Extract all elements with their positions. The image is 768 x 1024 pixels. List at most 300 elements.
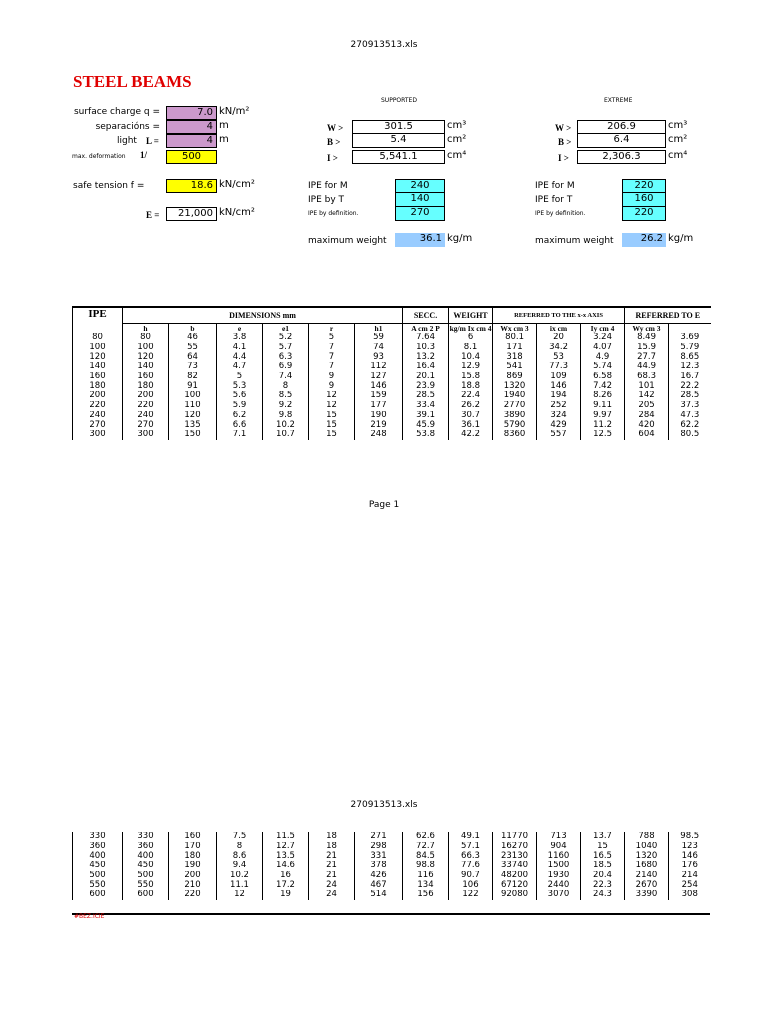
table-cell: 220 xyxy=(123,401,169,411)
table-cell: 140 xyxy=(73,362,123,372)
table-cell: 8 xyxy=(217,842,263,852)
table-cell: 7.5 xyxy=(217,832,263,842)
table-cell: 20.1 xyxy=(403,372,449,382)
table-cell: 18 xyxy=(309,832,355,842)
table-cell: 1940 xyxy=(493,391,537,401)
table-cell: 3390 xyxy=(625,890,669,900)
page-number: Page 1 xyxy=(368,500,400,510)
table-cell: 6.6 xyxy=(217,420,263,430)
supported-ipe-def-value: 270 xyxy=(395,207,445,221)
table-cell: 550 xyxy=(73,880,123,890)
table-cell: 10.7 xyxy=(263,430,309,440)
table-row xyxy=(73,871,711,881)
table-cell: 23.9 xyxy=(403,381,449,391)
table-cell: 11.1 xyxy=(217,880,263,890)
table-cell: 123 xyxy=(669,842,711,852)
table-cell: 500 xyxy=(73,871,123,881)
extreme-ipe-m-label: IPE for M xyxy=(535,181,575,191)
table-subheader-cell: A cm 2 P xyxy=(403,323,449,333)
table-cell: 100 xyxy=(169,391,217,401)
table-cell: 324 xyxy=(537,411,581,421)
extreme-ipe-t-value: 160 xyxy=(622,193,666,207)
table-cell: 420 xyxy=(625,420,669,430)
table-cell: 200 xyxy=(73,391,123,401)
table-cell: 378 xyxy=(355,861,403,871)
table-cell: 194 xyxy=(537,391,581,401)
table-cell: 7.1 xyxy=(217,430,263,440)
table-cell: 248 xyxy=(355,430,403,440)
table-cell: 176 xyxy=(669,861,711,871)
table-cell: 5790 xyxy=(493,420,537,430)
table-cell: 4.7 xyxy=(217,362,263,372)
table-row xyxy=(73,372,711,382)
supported-I-label: I > xyxy=(327,153,338,163)
table-cell: 8.65 xyxy=(669,352,711,362)
table-cell: 7.42 xyxy=(581,381,625,391)
table-cell: 600 xyxy=(73,890,123,900)
table-cell: 200 xyxy=(123,391,169,401)
table-cell: 120 xyxy=(73,352,123,362)
table-cell: 82 xyxy=(169,372,217,382)
table-subheader-cell: h1 xyxy=(355,323,403,333)
table-cell: 73 xyxy=(169,362,217,372)
supported-B-unit: cm² xyxy=(447,134,467,145)
table-cell: 6.2 xyxy=(217,411,263,421)
table-cell: 146 xyxy=(355,381,403,391)
table-cell: 12 xyxy=(309,401,355,411)
table-cell: 59 xyxy=(355,333,403,343)
table-cell: 112 xyxy=(355,362,403,372)
table-cell: 3070 xyxy=(537,890,581,900)
table-cell: 426 xyxy=(355,871,403,881)
table-cell: 15 xyxy=(309,411,355,421)
table-cell: 10.3 xyxy=(403,343,449,353)
col-xx-axis-header: REFERRED TO THE x-x AXIS xyxy=(493,307,625,323)
table-cell: 11.5 xyxy=(263,832,309,842)
table-cell: 240 xyxy=(73,411,123,421)
table-cell: 500 xyxy=(123,871,169,881)
table-cell: 180 xyxy=(169,851,217,861)
table-cell: 450 xyxy=(123,861,169,871)
table-cell: 177 xyxy=(355,401,403,411)
table-cell: 331 xyxy=(355,851,403,861)
table-cell: 4.9 xyxy=(581,352,625,362)
col-weight-header: WEIGHT xyxy=(449,307,493,323)
table-row xyxy=(73,352,711,362)
table-row xyxy=(73,420,711,430)
extreme-B-unit: cm² xyxy=(668,134,688,145)
col-dimensions-header: DIMENSIONS mm xyxy=(123,307,403,323)
table-cell: 1500 xyxy=(537,861,581,871)
table-cell: 156 xyxy=(403,890,449,900)
table-row xyxy=(73,333,711,343)
supported-W-label: W > xyxy=(327,123,344,133)
table-cell: 270 xyxy=(73,420,123,430)
q-input[interactable]: 7.0 xyxy=(166,106,217,120)
table-cell: 11770 xyxy=(493,832,537,842)
table-row xyxy=(73,401,711,411)
table-cell: 15 xyxy=(581,842,625,852)
table-cell: 3.8 xyxy=(217,333,263,343)
sep-unit: m xyxy=(219,120,229,131)
table-cell: 7 xyxy=(309,352,355,362)
table-cell: 713 xyxy=(537,832,581,842)
supported-maxw-value: 36.1 xyxy=(395,233,445,247)
table-cell: 13.7 xyxy=(581,832,625,842)
page-title: STEEL BEAMS xyxy=(73,72,192,91)
table-row xyxy=(73,890,711,900)
table-cell: 18.5 xyxy=(581,861,625,871)
table-cell: 16.5 xyxy=(581,851,625,861)
table-cell: 160 xyxy=(169,832,217,842)
table-cell: 22.2 xyxy=(669,381,711,391)
table-cell: 84.5 xyxy=(403,851,449,861)
table-cell: 360 xyxy=(123,842,169,852)
ipe-table-page1 xyxy=(72,306,711,440)
file-name-header-page2: 270913513.xls xyxy=(350,800,418,810)
table-cell: 16 xyxy=(263,871,309,881)
table-subheader-cell: ix cm xyxy=(537,323,581,333)
table-cell: 220 xyxy=(169,890,217,900)
table-cell: 27.7 xyxy=(625,352,669,362)
table-row xyxy=(73,343,711,353)
table-cell: 150 xyxy=(169,430,217,440)
table-cell: 6.3 xyxy=(263,352,309,362)
table-row xyxy=(73,430,711,440)
table-cell: 6.58 xyxy=(581,372,625,382)
table-row xyxy=(73,861,711,871)
table-cell: 6.9 xyxy=(263,362,309,372)
maxdef-symbol: 1/ xyxy=(140,150,148,160)
table-cell: 7.4 xyxy=(263,372,309,382)
q-unit: kN/m² xyxy=(219,106,250,117)
table-cell: 9 xyxy=(309,372,355,382)
table-cell: 110 xyxy=(169,401,217,411)
table-cell: 67120 xyxy=(493,880,537,890)
table-cell: 1160 xyxy=(537,851,581,861)
table-cell: 1680 xyxy=(625,861,669,871)
table-cell: 190 xyxy=(355,411,403,421)
table-cell: 92080 xyxy=(493,890,537,900)
supported-ipe-def-label: IPE by definition. xyxy=(308,210,359,217)
table-cell: 20.4 xyxy=(581,871,625,881)
supported-ipe-t-label: IPE by T xyxy=(308,195,345,205)
table-cell: 10.2 xyxy=(263,420,309,430)
supported-I-unit: cm⁴ xyxy=(447,150,467,161)
table-cell: 5 xyxy=(217,372,263,382)
maxdef-label: max. deformation xyxy=(72,153,126,160)
table-cell: 5.6 xyxy=(217,391,263,401)
table-subheader-cell: b xyxy=(169,323,217,333)
table-cell: 300 xyxy=(123,430,169,440)
table-cell: 21 xyxy=(309,851,355,861)
table-cell: 80 xyxy=(123,333,169,343)
supported-B-value: 5.4 xyxy=(352,134,445,148)
table-cell: 64 xyxy=(169,352,217,362)
table-cell: 330 xyxy=(123,832,169,842)
extreme-I-unit: cm⁴ xyxy=(668,150,688,161)
table-cell: 8.1 xyxy=(449,343,493,353)
table-cell: 13.2 xyxy=(403,352,449,362)
table-cell: 127 xyxy=(355,372,403,382)
extreme-I-value: 2,306.3 xyxy=(577,150,666,164)
table-cell: 4.4 xyxy=(217,352,263,362)
table-cell: 13.5 xyxy=(263,851,309,861)
table-cell: 7 xyxy=(309,343,355,353)
table-cell: 135 xyxy=(169,420,217,430)
q-label: surface charge q = xyxy=(73,107,160,117)
table-subheader-cell: kg/m Ix cm 4 xyxy=(449,323,492,333)
table-cell: 21 xyxy=(309,861,355,871)
supported-ipe-m-label: IPE for M xyxy=(308,181,348,191)
table-cell: 48200 xyxy=(493,871,537,881)
table-cell: 219 xyxy=(355,420,403,430)
table-cell: 330 xyxy=(73,832,123,842)
extreme-heading: EXTREME xyxy=(604,97,633,104)
table-cell: 12.3 xyxy=(669,362,711,372)
table-cell: 109 xyxy=(537,372,581,382)
extreme-W-unit: cm³ xyxy=(668,120,688,131)
table-cell: 400 xyxy=(123,851,169,861)
table-cell: 2140 xyxy=(625,871,669,881)
table-cell: 270 xyxy=(123,420,169,430)
table-row xyxy=(73,411,711,421)
table-cell: 604 xyxy=(625,430,669,440)
light-L-label: L = xyxy=(146,136,159,146)
light-input[interactable]: 4 xyxy=(166,134,217,148)
table-cell: 46 xyxy=(169,333,217,343)
table-cell: 788 xyxy=(625,832,669,842)
table-cell: 2670 xyxy=(625,880,669,890)
tension-input[interactable]: 18.6 xyxy=(166,179,217,193)
table-cell: 4.07 xyxy=(581,343,625,353)
maxdef-input[interactable]: 500 xyxy=(166,150,217,164)
table-cell: 9.4 xyxy=(217,861,263,871)
table-cell: 170 xyxy=(169,842,217,852)
table-cell: 14.6 xyxy=(263,861,309,871)
table-cell: 541 xyxy=(493,362,537,372)
table-cell: 47.3 xyxy=(669,411,711,421)
table-cell: 68.3 xyxy=(625,372,669,382)
tension-label: safe tension f = xyxy=(73,181,145,191)
table-cell: 5.3 xyxy=(217,381,263,391)
table-cell: 10.4 xyxy=(449,352,493,362)
table-cell: 21 xyxy=(309,871,355,881)
table-cell: 400 xyxy=(73,851,123,861)
E-unit: kN/cm² xyxy=(219,207,255,218)
table-cell: 12.7 xyxy=(263,842,309,852)
table-cell: 12.5 xyxy=(581,430,625,440)
table-cell: 5.74 xyxy=(581,362,625,372)
sep-label: separacións = xyxy=(95,122,160,132)
supported-W-unit: cm³ xyxy=(447,120,467,131)
tension-unit: kN/cm² xyxy=(219,179,255,190)
table-cell: 12 xyxy=(217,890,263,900)
table-row xyxy=(73,880,711,890)
table-cell: 45.9 xyxy=(403,420,449,430)
table-cell: 80.5 xyxy=(669,430,711,440)
table-cell: 10.2 xyxy=(217,871,263,881)
table-cell: 8.5 xyxy=(263,391,309,401)
table-cell: 159 xyxy=(355,391,403,401)
table-cell: 557 xyxy=(537,430,581,440)
extreme-B-label: B > xyxy=(558,137,572,147)
table-cell: 49.1 xyxy=(449,832,493,842)
table-cell: 5.9 xyxy=(217,401,263,411)
supported-B-label: B > xyxy=(327,137,341,147)
extreme-maxw-value: 26.2 xyxy=(622,233,666,247)
table-row xyxy=(73,391,711,401)
table-cell: 11.2 xyxy=(581,420,625,430)
table-cell: 429 xyxy=(537,420,581,430)
footnote: #BEZ.ICIE xyxy=(74,913,105,920)
table-cell: 8.49 xyxy=(625,333,669,343)
table-cell: 360 xyxy=(73,842,123,852)
table-cell: 9.97 xyxy=(581,411,625,421)
extreme-maxw-label: maximum weight xyxy=(535,236,614,246)
table-cell: 550 xyxy=(123,880,169,890)
table-cell: 30.7 xyxy=(449,411,493,421)
table-subheader-cell: Wx cm 3 xyxy=(493,323,537,333)
table-cell: 8360 xyxy=(493,430,537,440)
table-cell: 134 xyxy=(403,880,449,890)
table-cell: 80.1 xyxy=(493,333,537,343)
table-cell: 7.64 xyxy=(403,333,449,343)
extreme-ipe-def-value: 220 xyxy=(622,207,666,221)
table-cell: 100 xyxy=(73,343,123,353)
E-input[interactable]: 21,000 xyxy=(166,207,217,221)
table-cell: 42.2 xyxy=(449,430,493,440)
table-cell: 15.8 xyxy=(449,372,493,382)
table-cell: 33.4 xyxy=(403,401,449,411)
table-cell: 171 xyxy=(493,343,537,353)
table-cell: 271 xyxy=(355,832,403,842)
table-cell: 252 xyxy=(537,401,581,411)
table-cell: 214 xyxy=(669,871,711,881)
extreme-W-label: W > xyxy=(555,123,572,133)
table-cell: 3.69 xyxy=(669,333,711,343)
table-cell: 101 xyxy=(625,381,669,391)
table-cell: 210 xyxy=(169,880,217,890)
table-bottom-border xyxy=(72,913,710,915)
table-cell: 62.6 xyxy=(403,832,449,842)
table-cell: 36.1 xyxy=(449,420,493,430)
table-cell: 80 xyxy=(73,333,123,343)
table-cell: 53.8 xyxy=(403,430,449,440)
table-cell: 205 xyxy=(625,401,669,411)
table-cell: 160 xyxy=(123,372,169,382)
table-cell: 869 xyxy=(493,372,537,382)
table-cell: 120 xyxy=(169,411,217,421)
extreme-ipe-t-label: IPE for T xyxy=(535,195,573,205)
sep-input[interactable]: 4 xyxy=(166,120,217,134)
table-cell: 3.24 xyxy=(581,333,625,343)
supported-heading: SUPPORTED xyxy=(381,97,417,104)
table-cell: 18.8 xyxy=(449,381,493,391)
table-cell: 18 xyxy=(309,842,355,852)
table-cell: 15.9 xyxy=(625,343,669,353)
table-subheader-cell: Wy cm 3 xyxy=(625,323,669,333)
table-cell: 16.4 xyxy=(403,362,449,372)
table-cell: 24 xyxy=(309,890,355,900)
table-cell: 24.3 xyxy=(581,890,625,900)
table-subheader-cell: e xyxy=(217,323,263,333)
table-cell: 23130 xyxy=(493,851,537,861)
table-subheader-cell: Iy cm 4 xyxy=(581,323,625,333)
table-cell: 5.79 xyxy=(669,343,711,353)
table-cell: 5.2 xyxy=(263,333,309,343)
supported-W-value: 301.5 xyxy=(352,120,445,134)
table-cell: 22.3 xyxy=(581,880,625,890)
table-row xyxy=(73,381,711,391)
table-cell: 180 xyxy=(73,381,123,391)
table-cell: 33740 xyxy=(493,861,537,871)
table-cell: 9.2 xyxy=(263,401,309,411)
table-cell: 77.3 xyxy=(537,362,581,372)
table-cell: 28.5 xyxy=(669,391,711,401)
table-cell: 514 xyxy=(355,890,403,900)
table-cell: 6 xyxy=(449,333,493,343)
table-cell: 1320 xyxy=(493,381,537,391)
table-cell: 467 xyxy=(355,880,403,890)
table-row xyxy=(73,842,711,852)
table-cell: 5 xyxy=(309,333,355,343)
table-cell: 12 xyxy=(309,391,355,401)
table-cell: 142 xyxy=(625,391,669,401)
table-subheader-cell: h xyxy=(123,323,169,333)
table-cell: 308 xyxy=(669,890,711,900)
table-cell: 122 xyxy=(449,890,493,900)
supported-maxw-label: maximum weight xyxy=(308,236,387,246)
table-cell: 220 xyxy=(73,401,123,411)
E-label: E = xyxy=(146,210,160,220)
table-cell: 146 xyxy=(537,381,581,391)
extreme-I-label: I > xyxy=(558,153,569,163)
table-cell: 3890 xyxy=(493,411,537,421)
table-cell: 57.1 xyxy=(449,842,493,852)
table-cell: 39.1 xyxy=(403,411,449,421)
table-subheader-cell xyxy=(669,323,711,333)
table-cell: 1040 xyxy=(625,842,669,852)
table-cell: 26.2 xyxy=(449,401,493,411)
light-label: light xyxy=(117,136,137,146)
table-cell: 66.3 xyxy=(449,851,493,861)
table-cell: 116 xyxy=(403,871,449,881)
table-cell: 9 xyxy=(309,381,355,391)
table-cell: 106 xyxy=(449,880,493,890)
table-cell: 9.11 xyxy=(581,401,625,411)
table-cell: 140 xyxy=(123,362,169,372)
table-cell: 120 xyxy=(123,352,169,362)
table-cell: 55 xyxy=(169,343,217,353)
col-ipe-header: IPE xyxy=(73,307,123,333)
supported-maxw-unit: kg/m xyxy=(447,233,473,244)
table-cell: 53 xyxy=(537,352,581,362)
table-cell: 28.5 xyxy=(403,391,449,401)
table-cell: 240 xyxy=(123,411,169,421)
table-subheader-cell: r xyxy=(309,323,355,333)
table-row xyxy=(73,832,711,842)
table-cell: 34.2 xyxy=(537,343,581,353)
table-cell: 16270 xyxy=(493,842,537,852)
table-cell: 7 xyxy=(309,362,355,372)
table-cell: 91 xyxy=(169,381,217,391)
table-cell: 2440 xyxy=(537,880,581,890)
file-name-header: 270913513.xls xyxy=(350,40,418,50)
table-cell: 98.8 xyxy=(403,861,449,871)
table-cell: 15 xyxy=(309,430,355,440)
table-cell: 600 xyxy=(123,890,169,900)
